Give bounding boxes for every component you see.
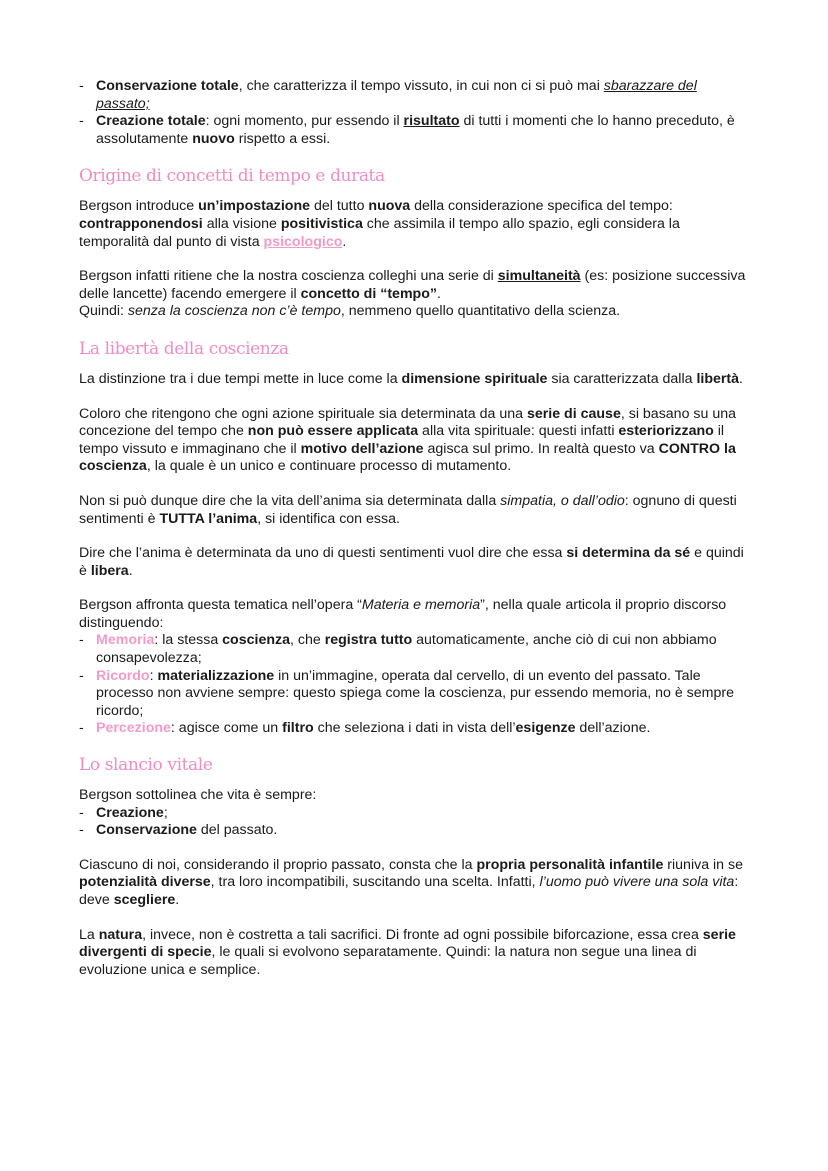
paragraph: Bergson sottolinea che vita è sempre: [79, 787, 317, 804]
list-item: - Ricordo: materializzazione in un’immagine, operata dal cervello, di un evento del passato. Tale processo non avviene sempre: questo spiega come la coscienza, pur essendo memoria, no è sempre ricordo; [79, 667, 734, 719]
bullet-dash: - [79, 632, 84, 649]
bullet-dash: - [79, 804, 84, 821]
list-item: - Percezione: agisce come un filtro che seleziona i dati in vista dell’esigenze dell’azione. [79, 720, 651, 737]
section-heading-liberta: La libertà della coscienza [79, 338, 289, 359]
document-page [79, 78, 749, 996]
paragraph: Ciascuno di noi, considerando il proprio passato, consta che la propria personalità infantile riuniva in se potenzialità diverse, tra loro incompatibili, suscitando una scelta. Infatti, l’uomo può vivere una sola vita: deve scegliere. [79, 856, 743, 908]
paragraph: La distinzione tra i due tempi mette in luce come la dimensione spirituale sia caratterizzata dalla libertà. [79, 370, 743, 387]
list-item: - Creazione; [79, 804, 168, 821]
bullet-dash: - [79, 822, 84, 839]
paragraph: Coloro che ritengono che ogni azione spirituale sia determinata da una serie di cause, si basano su una concezione del tempo che non può essere applicata alla vita spirituale: questi infatti esteriorizzano il tempo vissuto e immaginano che il motivo dell’azione agisca sul primo. In realtà questo va CONTRO la coscienza, la quale è un unico e continuare processo di mutamento. [79, 405, 736, 475]
paragraph: La natura, invece, non è costretta a tali sacrifici. Di fronte ad ogni possibile biforcazione, essa crea serie divergenti di specie, le quali si evolvono separatamente. Quindi: la natura non segue una linea di evoluzione unica e semplice. [79, 926, 736, 978]
section-heading-slancio: Lo slancio vitale [79, 755, 213, 776]
list-item: - Memoria: la stessa coscienza, che registra tutto automaticamente, anche ciò di cui non abbiamo consapevolezza; [79, 632, 717, 667]
bullet-dash: - [79, 667, 84, 684]
paragraph: Bergson introduce un’impostazione del tutto nuova della considerazione specifica del tempo: contrapponendosi alla visione positivistica che assimila il tempo allo spazio, egli considera la temporalità dal punto di vista psicologico. [79, 198, 680, 250]
bullet-dash: - [79, 720, 84, 737]
bullet-dash: - [79, 113, 84, 130]
bullet-dash: - [79, 78, 84, 94]
paragraph: Non si può dunque dire che la vita dell’anima sia determinata dalla simpatia, o dall’odio: ognuno di questi sentimenti è TUTTA l’anima, si identifica con essa. [79, 492, 737, 527]
paragraph: Dire che l’anima è determinata da uno di questi sentimenti vuol dire che essa si determina da sé e quindi è libera. [79, 545, 744, 579]
paragraph: Bergson affronta questa tematica nell’opera “Materia e memoria”, nella quale articola il proprio discorso distinguendo: [79, 597, 727, 631]
paragraph: Bergson infatti ritiene che la nostra coscienza colleghi una serie di simultaneità (es: posizione successiva delle lancette) facendo emergere il concetto di “tempo”. [79, 268, 746, 302]
bullet-list-memoria [79, 632, 749, 738]
paragraph: Quindi: senza la coscienza non c’è tempo, nemmeno quello quantitativo della scienza. [79, 303, 621, 320]
bullet-list-vita [79, 805, 749, 840]
bullet-list-totale [79, 78, 749, 148]
list-item: - Conservazione totale, che caratterizza il tempo vissuto, in cui non ci si può mai sbarazzare del passato; [79, 78, 697, 112]
list-item: - Creazione totale: ogni momento, pur essendo il risultato di tutti i momenti che lo hanno preceduto, è assolutamente nuovo rispetto a essi. [79, 113, 735, 147]
list-item: - Conservazione del passato. [79, 822, 278, 839]
section-heading-origine: Origine di concetti di tempo e durata [79, 166, 385, 187]
